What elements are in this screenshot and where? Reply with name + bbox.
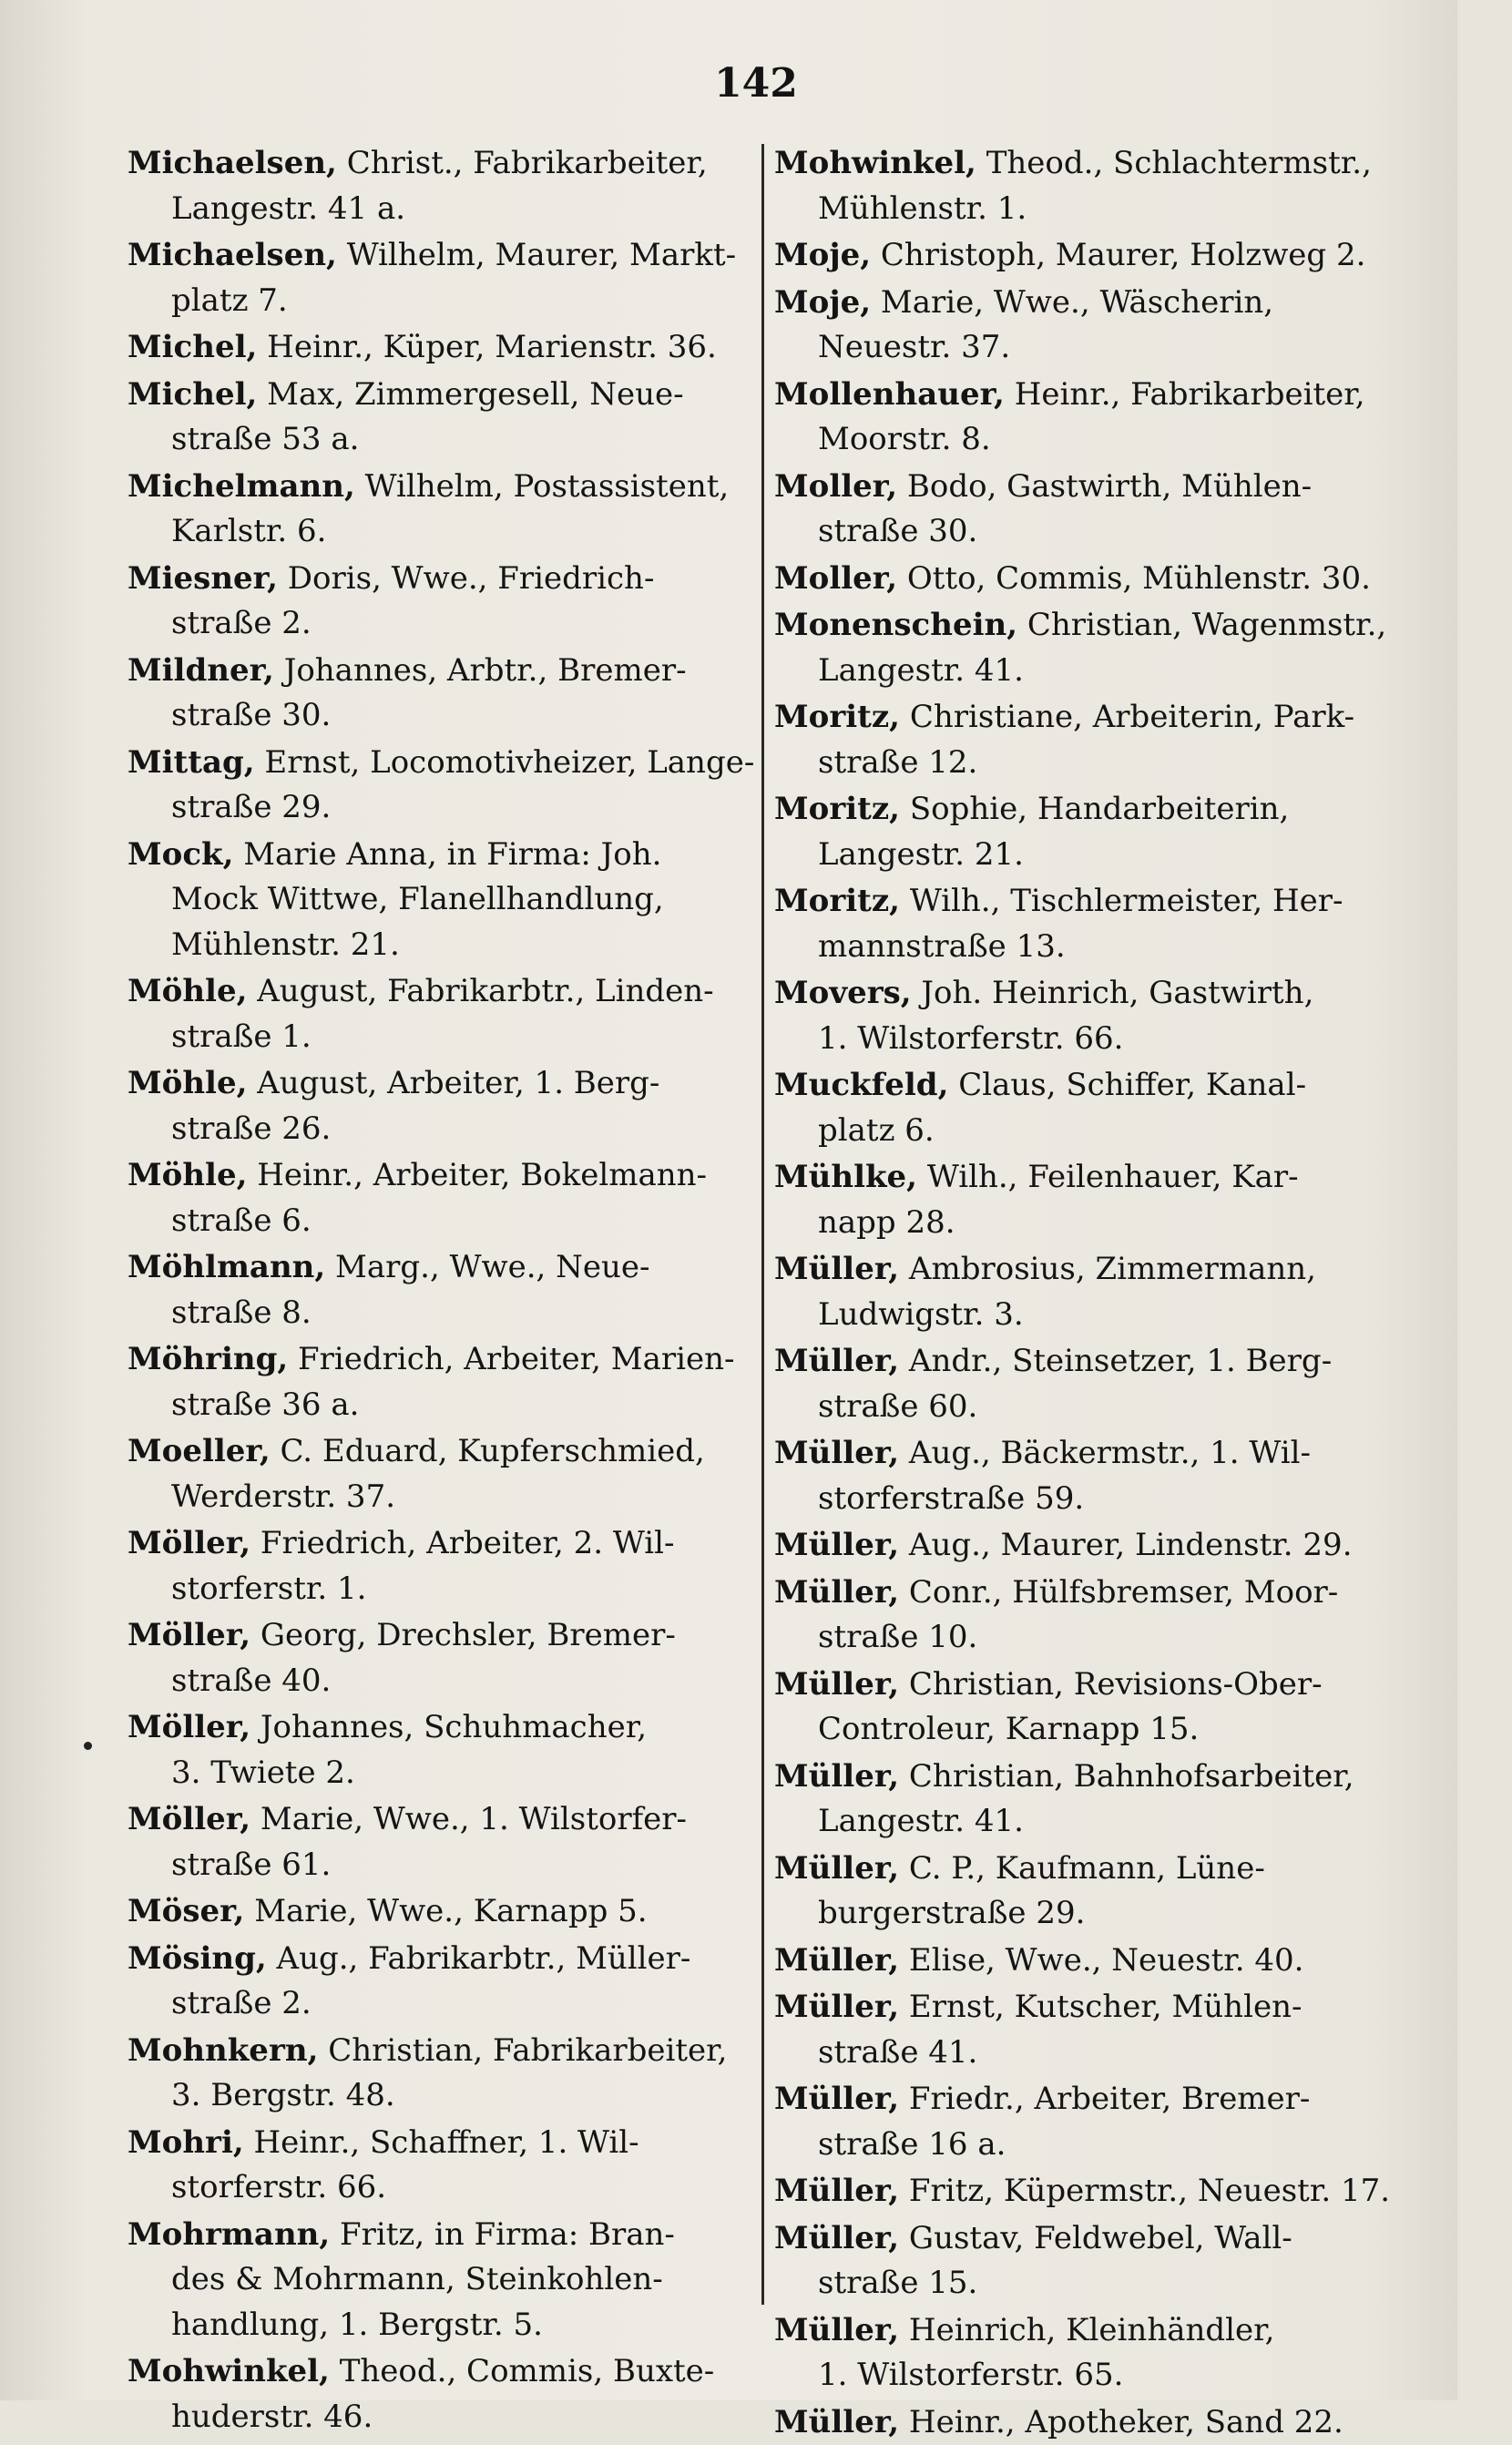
entry-first-line (128, 373, 765, 418)
directory-entry (128, 1245, 765, 1335)
entry-surname: Müller, (774, 1574, 899, 1611)
entry-surname: Müller, (774, 1758, 899, 1795)
directory-entry (774, 1063, 1412, 1153)
directory-entry (128, 1153, 765, 1243)
entry-continuation-line: Mock Wittwe, Flanellhandlung, (128, 877, 765, 923)
entry-first-line (774, 1523, 1412, 1569)
entry-continuation-line: straße 36 a. (128, 1383, 765, 1428)
entry-first-line (774, 2077, 1412, 2123)
entry-details: Fritz, in Firma: Bran- (340, 2216, 675, 2253)
entry-surname: Mohwinkel, (774, 145, 976, 181)
entry-surname: Müller, (774, 1343, 899, 1379)
entry-surname: Mohwinkel, (128, 2353, 330, 2389)
entry-first-line (128, 969, 765, 1015)
entry-first-line (128, 1245, 765, 1291)
entry-first-line (128, 649, 765, 694)
entry-continuation-line: straße 30. (128, 693, 765, 739)
entry-details: Heinr., Apotheker, Sand 22. (909, 2404, 1343, 2440)
directory-entry (774, 1339, 1412, 1429)
entry-continuation-line: des & Mohrmann, Steinkohlen- (128, 2257, 765, 2303)
entry-first-line (774, 465, 1412, 510)
entry-details: Christian, Fabrikarbeiter, (328, 2032, 727, 2069)
entry-first-line (128, 1705, 765, 1751)
directory-entry (774, 1570, 1412, 1661)
entry-details: Friedrich, Arbeiter, Marien- (298, 1341, 735, 1377)
entry-surname: Mildner, (128, 652, 274, 689)
directory-entry (774, 233, 1412, 279)
entry-continuation-line: burgerstraße 29. (774, 1891, 1412, 1937)
entry-continuation-line: straße 40. (128, 1659, 765, 1704)
entry-continuation-line: napp 28. (774, 1201, 1412, 1246)
entry-first-line (774, 373, 1412, 418)
entry-first-line (128, 1337, 765, 1383)
entry-continuation-line: Langestr. 41. (774, 649, 1412, 694)
directory-entry (128, 1337, 765, 1427)
entry-first-line (774, 1063, 1412, 1109)
entry-continuation-line: straße 2. (128, 1981, 765, 2027)
entry-surname: Mohrmann, (128, 2216, 330, 2253)
entry-surname: Müller, (774, 2173, 899, 2209)
entry-surname: Moje, (774, 237, 871, 273)
entry-details: Elise, Wwe., Neuestr. 40. (909, 1942, 1304, 1979)
entry-first-line (774, 1754, 1412, 1800)
entry-continuation-line: straße 61. (128, 1843, 765, 1888)
entry-surname: Möhle, (128, 1157, 247, 1193)
entry-details: Wilhelm, Maurer, Markt- (347, 237, 736, 273)
directory-entry (774, 557, 1412, 602)
entry-details: Ernst, Locomotivheizer, Lange- (264, 744, 754, 781)
entry-continuation-line: huderstr. 46. (128, 2395, 765, 2440)
entry-first-line (128, 1613, 765, 1659)
column-divider (761, 144, 764, 2305)
entry-surname: Miesner, (128, 560, 278, 597)
entry-surname: Müller, (774, 1942, 899, 1979)
left-column (128, 141, 765, 2327)
entry-details: Aug., Bäckermstr., 1. Wil- (909, 1435, 1311, 1471)
entry-details: Friedr., Arbeiter, Bremer- (909, 2081, 1311, 2117)
entry-details: Doris, Wwe., Friedrich- (288, 560, 655, 597)
directory-entry (774, 1431, 1412, 1521)
entry-details: Christian, Wagenmstr., (1027, 607, 1386, 643)
entry-first-line (128, 465, 765, 510)
entry-surname: Möhle, (128, 1065, 247, 1101)
directory-entry (128, 1613, 765, 1703)
entry-continuation-line: 3. Twiete 2. (128, 1751, 765, 1796)
entry-continuation-line: straße 8. (128, 1291, 765, 1336)
entry-details: Christoph, Maurer, Holzweg 2. (881, 237, 1366, 273)
entry-surname: Mollenhauer, (774, 376, 1005, 413)
entry-continuation-line: Karlstr. 6. (128, 509, 765, 555)
entry-surname: Movers, (774, 975, 912, 1011)
entry-surname: Mohnkern, (128, 2032, 318, 2069)
entry-first-line (774, 1247, 1412, 1293)
entry-first-line (774, 1985, 1412, 2031)
entry-first-line (774, 281, 1412, 326)
directory-entry (128, 2213, 765, 2348)
directory-entry (128, 1937, 765, 2027)
directory-entry (774, 141, 1412, 231)
entry-continuation-line: 3. Bergstr. 48. (128, 2073, 765, 2119)
entry-surname: Müller, (774, 2404, 899, 2440)
directory-entry (128, 833, 765, 968)
right-column (774, 141, 1412, 2327)
entry-details: Friedrich, Arbeiter, 2. Wil- (261, 1525, 675, 1561)
entry-surname: Mösing, (128, 1940, 267, 1977)
entry-continuation-line: Controleur, Karnapp 15. (774, 1707, 1412, 1753)
entry-first-line (774, 557, 1412, 602)
entry-surname: Möhle, (128, 973, 247, 1009)
directory-entry (128, 1797, 765, 1887)
entry-continuation-line: 1. Wilstorferstr. 65. (774, 2353, 1412, 2399)
directory-entry (774, 879, 1412, 969)
entry-first-line (774, 2169, 1412, 2215)
entry-details: Johannes, Arbtr., Bremer- (284, 652, 687, 689)
directory-entry (128, 2349, 765, 2440)
entry-surname: Müller, (774, 1666, 899, 1703)
entry-surname: Moller, (774, 560, 897, 597)
directory-entry (128, 649, 765, 739)
entry-surname: Möser, (128, 1893, 244, 1929)
entry-first-line (774, 1155, 1412, 1201)
directory-entry (774, 465, 1412, 555)
entry-surname: Michaelsen, (128, 145, 337, 181)
directory-entry (774, 1662, 1412, 1753)
entry-details: Georg, Drechsler, Bremer- (261, 1617, 676, 1653)
entry-details: Theod., Schlachtermstr., (986, 145, 1372, 181)
entry-first-line (774, 1570, 1412, 1616)
directory-entry (128, 2029, 765, 2119)
directory-entry (774, 1155, 1412, 1245)
entry-continuation-line: straße 60. (774, 1385, 1412, 1430)
entry-first-line (774, 1939, 1412, 1984)
entry-first-line (774, 1662, 1412, 1708)
entry-continuation-line: straße 10. (774, 1615, 1412, 1661)
entry-surname: Moller, (774, 468, 897, 505)
entry-details: Bodo, Gastwirth, Mühlen- (907, 468, 1312, 505)
entry-details: C. P., Kaufmann, Lüne- (909, 1850, 1265, 1887)
entry-surname: Müller, (774, 2081, 899, 2117)
entry-surname: Mühlke, (774, 1159, 917, 1195)
entry-details: Heinr., Küper, Marienstr. 36. (267, 329, 717, 365)
directory-entry (774, 787, 1412, 877)
entry-surname: Moeller, (128, 1433, 271, 1469)
entry-surname: Michel, (128, 329, 257, 365)
entry-first-line (128, 2213, 765, 2258)
entry-surname: Monenschein, (774, 607, 1017, 643)
directory-entry (774, 695, 1412, 785)
entry-first-line (128, 1889, 765, 1935)
entry-surname: Michelmann, (128, 468, 355, 505)
entry-details: Ernst, Kutscher, Mühlen- (909, 1989, 1303, 2025)
directory-entry (774, 2077, 1412, 2167)
directory-entry (128, 373, 765, 463)
entry-details: Sophie, Handarbeiterin, (910, 791, 1290, 827)
entry-continuation-line: Langestr. 21. (774, 833, 1412, 878)
entry-continuation-line: straße 30. (774, 509, 1412, 555)
entry-details: Marie, Wwe., Wäscherin, (881, 284, 1273, 321)
entry-first-line (128, 1937, 765, 1982)
directory-entry (128, 741, 765, 831)
directory-entry (774, 1847, 1412, 1937)
entry-surname: Müller, (774, 2220, 899, 2256)
entry-continuation-line: straße 16 a. (774, 2123, 1412, 2168)
directory-entry (774, 2216, 1412, 2307)
entry-continuation-line: mannstraße 13. (774, 925, 1412, 970)
entry-continuation-line: straße 41. (774, 2031, 1412, 2076)
entry-surname: Mohri, (128, 2124, 244, 2161)
entry-first-line (774, 695, 1412, 741)
entry-first-line (774, 2216, 1412, 2262)
entry-details: Aug., Maurer, Lindenstr. 29. (909, 1527, 1353, 1563)
directory-entry (128, 141, 765, 231)
entry-first-line (128, 1797, 765, 1843)
directory-entry (774, 2169, 1412, 2215)
entry-details: Aug., Fabrikarbtr., Müller- (277, 1940, 691, 1977)
entry-surname: Moritz, (774, 699, 900, 735)
entry-first-line (774, 233, 1412, 279)
entry-continuation-line: straße 26. (128, 1107, 765, 1152)
directory-entry (128, 465, 765, 555)
entry-continuation-line: Ludwigstr. 3. (774, 1293, 1412, 1338)
entry-first-line (128, 741, 765, 786)
entry-continuation-line: platz 6. (774, 1109, 1412, 1154)
entry-continuation-line: straße 12. (774, 741, 1412, 786)
entry-details: Heinrich, Kleinhändler, (909, 2312, 1275, 2348)
entry-continuation-line: straße 2. (128, 601, 765, 647)
entry-surname: Muckfeld, (774, 1067, 948, 1103)
directory-entry (774, 1985, 1412, 2075)
entry-details: Heinr., Fabrikarbeiter, (1015, 376, 1365, 413)
entry-details: August, Fabrikarbtr., Linden- (257, 973, 713, 1009)
entry-details: Ambrosius, Zimmermann, (909, 1251, 1316, 1287)
entry-first-line (128, 325, 765, 371)
directory-entry (774, 1754, 1412, 1845)
entry-details: Christian, Bahnhofsarbeiter, (909, 1758, 1354, 1795)
entry-surname: Müller, (774, 1435, 899, 1471)
entry-details: Otto, Commis, Mühlenstr. 30. (907, 560, 1371, 597)
directory-entry (128, 1889, 765, 1935)
entry-surname: Müller, (774, 1527, 899, 1563)
page-number: 142 (0, 60, 1512, 107)
entry-details: Wilh., Tischlermeister, Her- (910, 883, 1343, 919)
entry-continuation-line: straße 15. (774, 2261, 1412, 2307)
entry-first-line (128, 557, 765, 602)
directory-entry (774, 373, 1412, 463)
entry-details: C. Eduard, Kupferschmied, (281, 1433, 705, 1469)
entry-details: Joh. Heinrich, Gastwirth, (921, 975, 1313, 1011)
entry-surname: Moritz, (774, 791, 900, 827)
entry-surname: Michel, (128, 376, 257, 413)
entry-first-line (128, 833, 765, 878)
entry-details: Wilhelm, Postassistent, (365, 468, 730, 505)
entry-continuation-line: storferstr. 1. (128, 1567, 765, 1612)
entry-details: Fritz, Küpermstr., Neuestr. 17. (909, 2173, 1390, 2209)
entry-details: Andr., Steinsetzer, 1. Berg- (909, 1343, 1332, 1379)
entry-continuation-line: storferstr. 66. (128, 2165, 765, 2211)
entry-details: Christ., Fabrikarbeiter, (347, 145, 708, 181)
entry-continuation-line: Neuestr. 37. (774, 325, 1412, 371)
entry-surname: Müller, (774, 2312, 899, 2348)
entry-surname: Möhlmann, (128, 1249, 325, 1285)
entry-continuation-line: handlung, 1. Bergstr. 5. (128, 2303, 765, 2348)
entry-continuation-line: straße 53 a. (128, 417, 765, 463)
directory-entry (774, 1523, 1412, 1569)
ink-dot-mark (84, 1742, 92, 1750)
directory-entry (774, 1247, 1412, 1337)
entry-details: Claus, Schiffer, Kanal- (958, 1067, 1306, 1103)
entry-surname: Möller, (128, 1709, 250, 1745)
entry-details: Christiane, Arbeiterin, Park- (910, 699, 1354, 735)
entry-first-line (774, 971, 1412, 1017)
entry-first-line (128, 2349, 765, 2395)
directory-entry (128, 2121, 765, 2211)
entry-first-line (128, 233, 765, 279)
entry-details: Conr., Hülfsbremser, Moor- (909, 1574, 1338, 1611)
entry-first-line (128, 141, 765, 187)
entry-surname: Möller, (128, 1617, 250, 1653)
directory-entry (128, 1521, 765, 1611)
entry-first-line (774, 141, 1412, 187)
directory-entry (128, 1429, 765, 1519)
directory-entry (774, 281, 1412, 371)
entry-details: Heinr., Schaffner, 1. Wil- (254, 2124, 639, 2161)
directory-entry (128, 969, 765, 1059)
entry-surname: Müller, (774, 1989, 899, 2025)
directory-entry (774, 1939, 1412, 1984)
entry-surname: Möller, (128, 1801, 250, 1837)
entry-details: August, Arbeiter, 1. Berg- (257, 1065, 659, 1101)
entry-details: Marie Anna, in Firma: Joh. (243, 836, 661, 873)
entry-details: Wilh., Feilenhauer, Kar- (927, 1159, 1299, 1195)
entry-first-line (128, 1521, 765, 1567)
directory-entry (128, 1705, 765, 1795)
directory-entry (774, 2400, 1412, 2445)
entry-details: Johannes, Schuhmacher, (261, 1709, 647, 1745)
entry-first-line (128, 1429, 765, 1475)
entry-details: Heinr., Arbeiter, Bokelmann- (257, 1157, 707, 1193)
entry-details: Christian, Revisions-Ober- (909, 1666, 1323, 1703)
entry-details: Marg., Wwe., Neue- (335, 1249, 650, 1285)
entry-first-line (774, 2308, 1412, 2354)
entry-surname: Mock, (128, 836, 233, 873)
entry-first-line (774, 787, 1412, 833)
entry-details: Theod., Commis, Buxte- (340, 2353, 715, 2389)
entry-continuation-line: Mühlenstr. 21. (128, 923, 765, 968)
entry-details: Max, Zimmergesell, Neue- (267, 376, 683, 413)
entry-continuation-line: Mühlenstr. 1. (774, 187, 1412, 232)
entry-surname: Möhring, (128, 1341, 288, 1377)
entry-first-line (128, 2029, 765, 2074)
entry-first-line (128, 1061, 765, 1107)
entry-first-line (774, 2400, 1412, 2445)
entry-surname: Moje, (774, 284, 871, 321)
directory-entry (128, 1061, 765, 1151)
directory-entry (128, 557, 765, 647)
entry-continuation-line: Moorstr. 8. (774, 417, 1412, 463)
entry-continuation-line: Werderstr. 37. (128, 1475, 765, 1520)
entry-first-line (774, 1847, 1412, 1892)
entry-surname: Müller, (774, 1850, 899, 1887)
entry-continuation-line: platz 7. (128, 279, 765, 324)
directory-entry (128, 325, 765, 371)
directory-entry (774, 971, 1412, 1061)
entry-details: Marie, Wwe., Karnapp 5. (254, 1893, 647, 1929)
entry-continuation-line: straße 1. (128, 1015, 765, 1060)
entry-continuation-line: 1. Wilstorferstr. 66. (774, 1017, 1412, 1062)
entry-first-line (128, 2121, 765, 2166)
entry-details: Marie, Wwe., 1. Wilstorfer- (261, 1801, 687, 1837)
directory-entry (774, 603, 1412, 693)
entry-continuation-line: Langestr. 41. (774, 1799, 1412, 1845)
entry-first-line (774, 1339, 1412, 1385)
directory-entry (128, 233, 765, 323)
entry-continuation-line: straße 29. (128, 785, 765, 831)
entry-first-line (774, 603, 1412, 649)
entry-continuation-line: storferstraße 59. (774, 1477, 1412, 1522)
entry-first-line (128, 1153, 765, 1199)
entry-surname: Michaelsen, (128, 237, 337, 273)
entry-continuation-line: Langestr. 41 a. (128, 187, 765, 232)
entry-first-line (774, 1431, 1412, 1477)
entry-surname: Moritz, (774, 883, 900, 919)
directory-entry (774, 2308, 1412, 2399)
entry-surname: Mittag, (128, 744, 255, 781)
entry-continuation-line: straße 6. (128, 1199, 765, 1244)
entry-surname: Möller, (128, 1525, 250, 1561)
entry-details: Gustav, Feldwebel, Wall- (909, 2220, 1292, 2256)
entry-first-line (774, 879, 1412, 925)
entry-surname: Müller, (774, 1251, 899, 1287)
